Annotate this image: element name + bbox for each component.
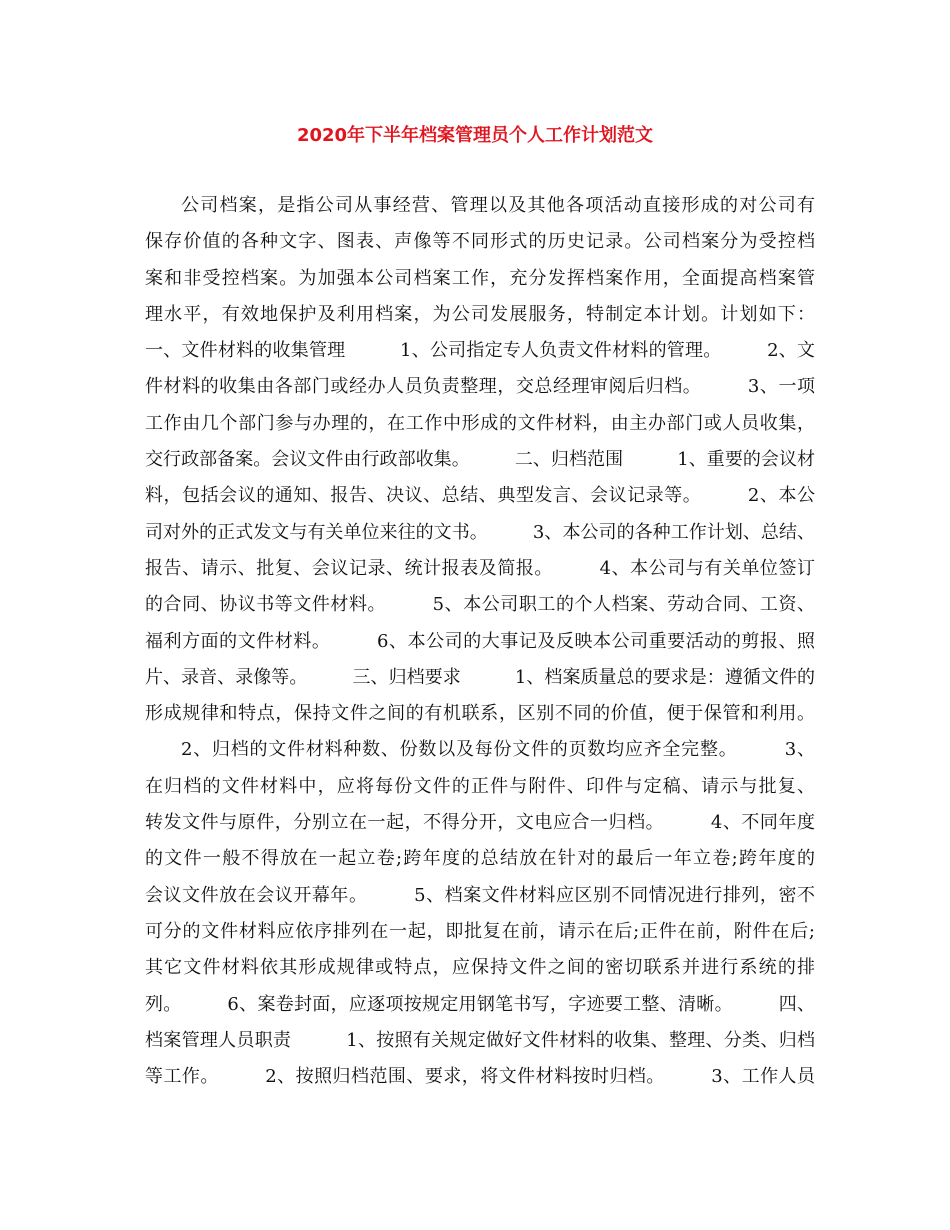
body-line: 在归档的文件材料中，应将每份文件的正件与附件、印件与定稿、请示与批复、 (145, 775, 815, 797)
body-line: 保存价值的各种文字、图表、声像等不同形式的历史记录。公司档案分为受控档 (145, 231, 815, 253)
body-line: 工作由几个部门参与办理的，在工作中形成的文件材料，由主办部门或人员收集， (145, 412, 815, 434)
body-line: 档案管理人员职责 1、按照有关规定做好文件材料的收集、整理、分类、归档 (145, 1029, 815, 1051)
body-line: 的合同、协议书等文件材料。 5、本公司职工的个人档案、劳动合同、工资、 (145, 594, 815, 616)
body-line: 公司档案，是指公司从事经营、管理以及其他各项活动直接形成的对公司有 (181, 195, 815, 216)
body-line: 形成规律和特点，保持文件之间的有机联系，区别不同的价值，便于保管和利用。 (145, 703, 815, 725)
body-line: 福利方面的文件材料。 6、本公司的大事记及反映本公司重要活动的剪报、照 (145, 630, 815, 652)
body-line: 会议文件放在会议开幕年。 5、档案文件材料应区别不同情况进行排列，密不 (145, 884, 815, 906)
body-line: 转发文件与原件，分别立在一起，不得分开，文电应合一归档。 4、不同年度 (145, 812, 815, 834)
body-line: 案和非受控档案。为加强本公司档案工作，充分发挥档案作用，全面提高档案管 (145, 267, 815, 289)
body-line: 可分的文件材料应依序排列在一起，即批复在前，请示在后;正件在前，附件在后; (145, 920, 815, 942)
body-line: 片、录音、录像等。 三、归档要求 1、档案质量总的要求是：遵循文件的 (145, 666, 815, 688)
body-line: 司对外的正式发文与有关单位来往的文书。 3、本公司的各种工作计划、总结、 (145, 521, 815, 543)
body-line: 等工作。 2、按照归档范围、要求，将文件材料按时归档。 3、工作人员 (145, 1066, 815, 1088)
body-line: 2、归档的文件材料种数、份数以及每份文件的页数均应齐全完整。 3、 (181, 739, 815, 761)
body-line: 料，包括会议的通知、报告、决议、总结、典型发言、会议记录等。 2、本公 (145, 485, 815, 507)
body-line: 一、文件材料的收集管理 1、公司指定专人负责文件材料的管理。 2、文 (145, 340, 815, 362)
body-line: 件材料的收集由各部门或经办人员负责整理，交总经理审阅后归档。 3、一项 (145, 376, 815, 398)
document-title: 2020年下半年档案管理员个人工作计划范文 (296, 125, 654, 146)
body-line: 其它文件材料依其形成规律或特点，应保持文件之间的密切联系并进行系统的排 (145, 957, 815, 979)
body-line: 的文件一般不得放在一起立卷;跨年度的总结放在针对的最后一年立卷;跨年度的 (145, 848, 815, 870)
body-line: 交行政部备案。会议文件由行政部收集。 二、归档范围 1、重要的会议材 (145, 449, 815, 471)
body-line: 理水平，有效地保护及利用档案，为公司发展服务，特制定本计划。计划如下： (145, 303, 815, 325)
document-body (145, 188, 815, 1095)
body-line: 报告、请示、批复、会议记录、统计报表及简报。 4、本公司与有关单位签订 (145, 557, 815, 579)
body-line: 列。 6、案卷封面，应逐项按规定用钢笔书写，字迹要工整、清晰。 四、 (145, 993, 815, 1015)
